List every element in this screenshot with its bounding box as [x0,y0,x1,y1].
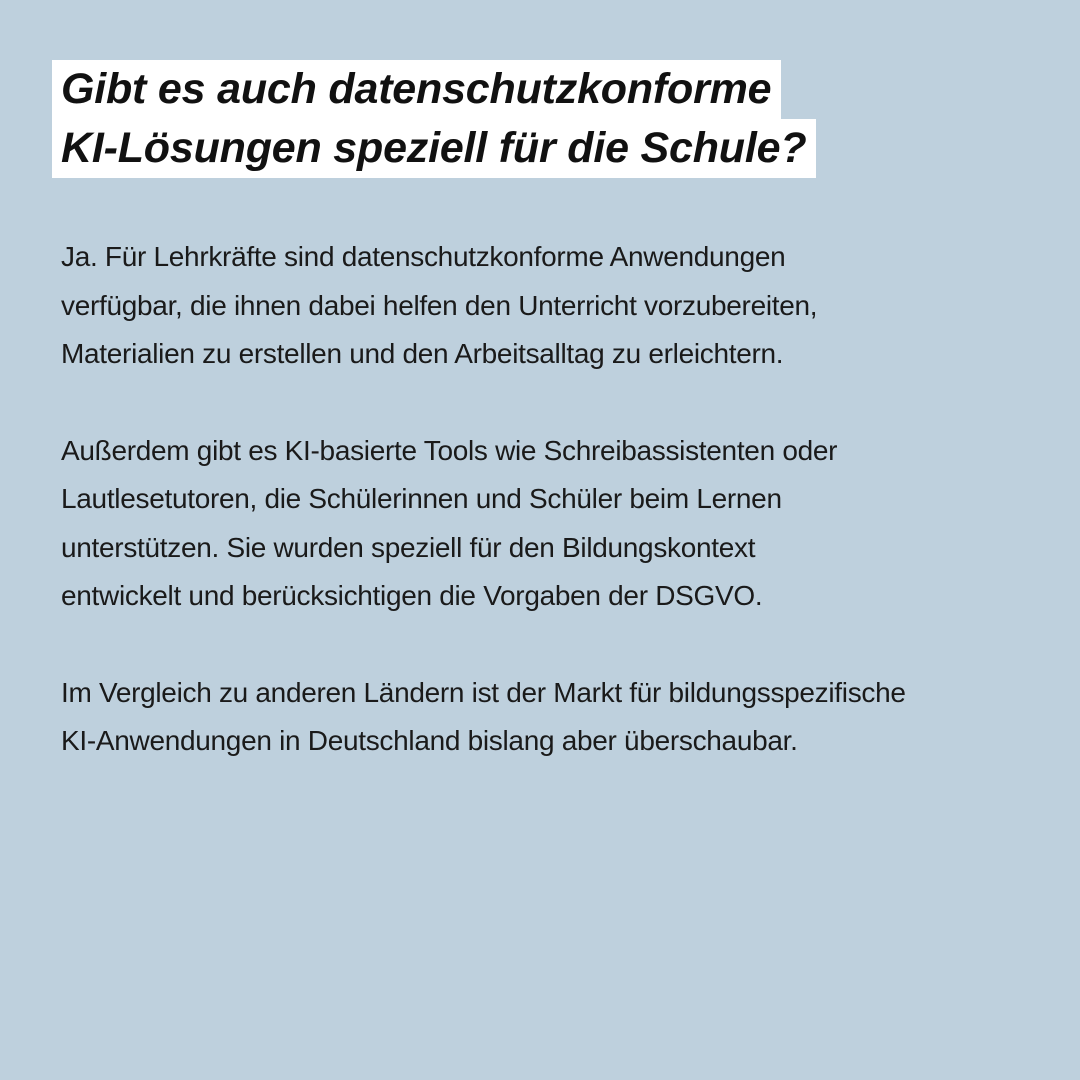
title-line-1: Gibt es auch datenschutzkonforme [52,60,781,119]
paragraph-2 [61,427,1051,621]
title-line-2: KI-Lösungen speziell für die Schule? [52,119,816,178]
body-text [61,233,1051,814]
paragraph-line: verfügbar, die ihnen dabei helfen den Unterricht vorzubereiten, [61,289,818,321]
paragraph-line: Im Vergleich zu anderen Ländern ist der Markt für bildungsspezifische [61,676,906,708]
paragraph-line: unterstützen. Sie wurden speziell für den Bildungskontext [61,531,756,563]
paragraph-line: Lautlesetutoren, die Schülerinnen und Schüler beim Lernen [61,483,782,514]
paragraph-line: entwickelt und berücksichtigen die Vorgaben der DSGVO. [61,580,763,611]
paragraph-1 [61,233,1051,379]
page-title [52,60,816,178]
paragraph-line: KI-Anwendungen in Deutschland bislang aber überschaubar. [61,725,798,756]
paragraph-line: Außerdem gibt es KI-basierte Tools wie Schreibassistenten oder [61,434,838,466]
paragraph-3 [61,669,1051,766]
paragraph-line: Materialien zu erstellen und den Arbeitsalltag zu erleichtern. [61,338,784,369]
paragraph-line: Ja. Für Lehrkräfte sind datenschutzkonforme Anwendungen [61,241,786,272]
